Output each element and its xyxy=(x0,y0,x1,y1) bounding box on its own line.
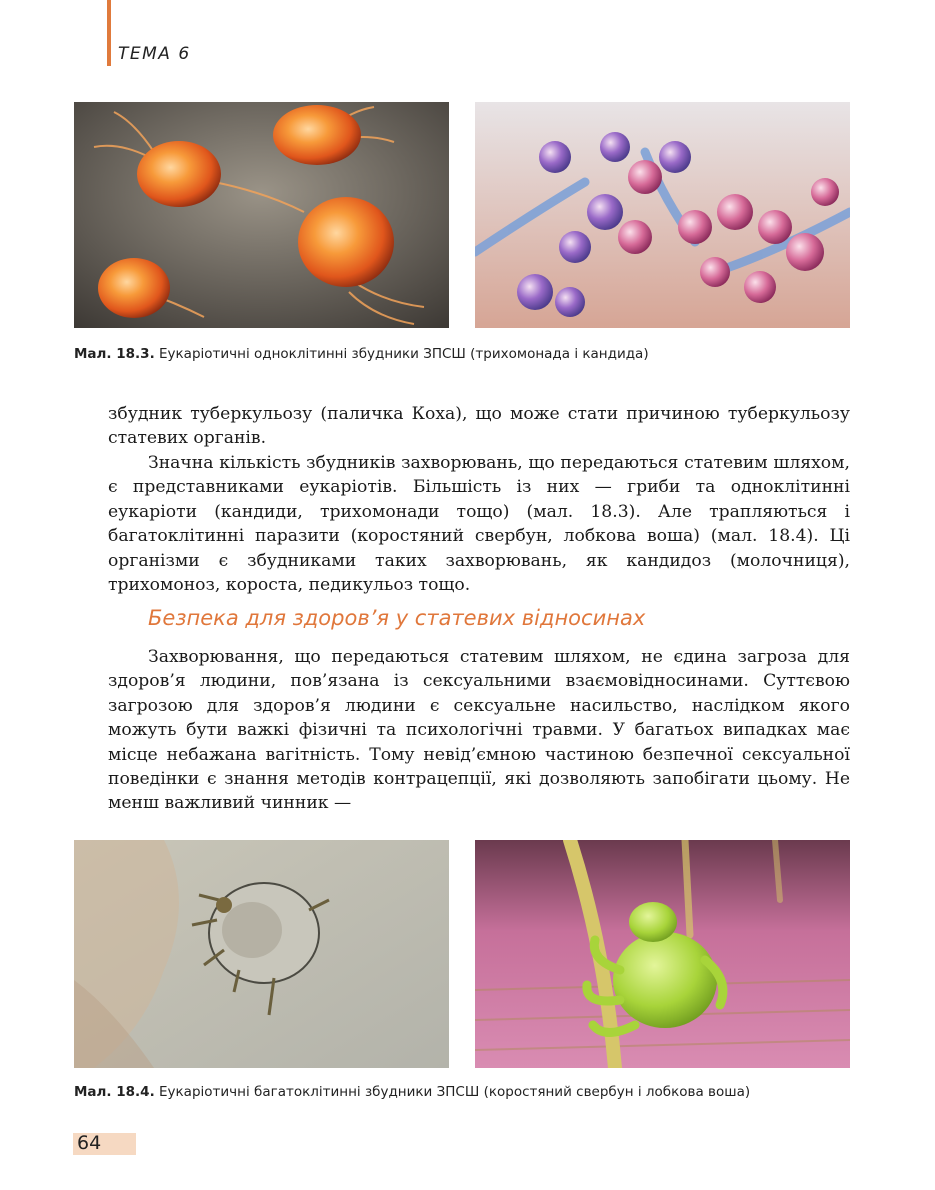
figure-caption-18-3 xyxy=(74,346,649,362)
topic-accent-bar xyxy=(107,0,111,66)
trichomonas-image xyxy=(74,102,449,328)
figure-caption-text: Еукаріотичні багатоклітинні збудники ЗПСШ (коростяний свербун і лобкова воша) xyxy=(159,1084,751,1100)
section-title: Безпека для здоров’я у статевих відносинах xyxy=(148,606,646,630)
scabies-mite-image xyxy=(74,840,449,1068)
figure-label: Мал. 18.3. xyxy=(74,346,155,362)
candida-image xyxy=(475,102,850,328)
page-number: 64 xyxy=(77,1132,102,1154)
figure-caption-text: Еукаріотичні одноклітинні збудники ЗПСШ (трихомонада і кандида) xyxy=(159,346,649,362)
body-paragraph-1: збудник туберкульозу (паличка Коха), що може стати причиною туберкульозу статевих органів. xyxy=(108,404,850,449)
topic-label: ТЕМА 6 xyxy=(118,44,191,64)
figure-caption-18-4 xyxy=(74,1084,750,1100)
pubic-louse-image xyxy=(475,840,850,1068)
body-paragraph-3: Захворювання, що передаються статевим шляхом, не єдина загроза для здоров’я людини, пов’язана із сексуальними взаємовідносинами. Суттєвою загрозою для здоров’я людини є сексуальне насильство, наслідком якого можуть бути важкі фізичні та психологічні травми. У багатьох випадках має місце небажана вагітність. Тому невід’ємною частиною безпечної сексуальної поведінки є знання методів контрацепції, які дозволяють запобігати цьому. Не менш важливий чинник — xyxy=(108,647,850,814)
body-paragraph-2: Значна кількість збудників захворювань, що передаються статевим шляхом, є представниками еукаріотів. Більшість із них — гриби та одноклітинні еукаріоти (кандиди, трихомонади тощо) (мал. 18.3). Але трапляються і багатоклітинні паразити (коростяний свербун, лобкова воша) (мал. 18.4). Ці організми є збудниками таких захворювань, як кандидоз (молочниця), трихомоноз, короста, педикульоз тощо. xyxy=(108,453,850,596)
figure-label: Мал. 18.4. xyxy=(74,1084,155,1100)
